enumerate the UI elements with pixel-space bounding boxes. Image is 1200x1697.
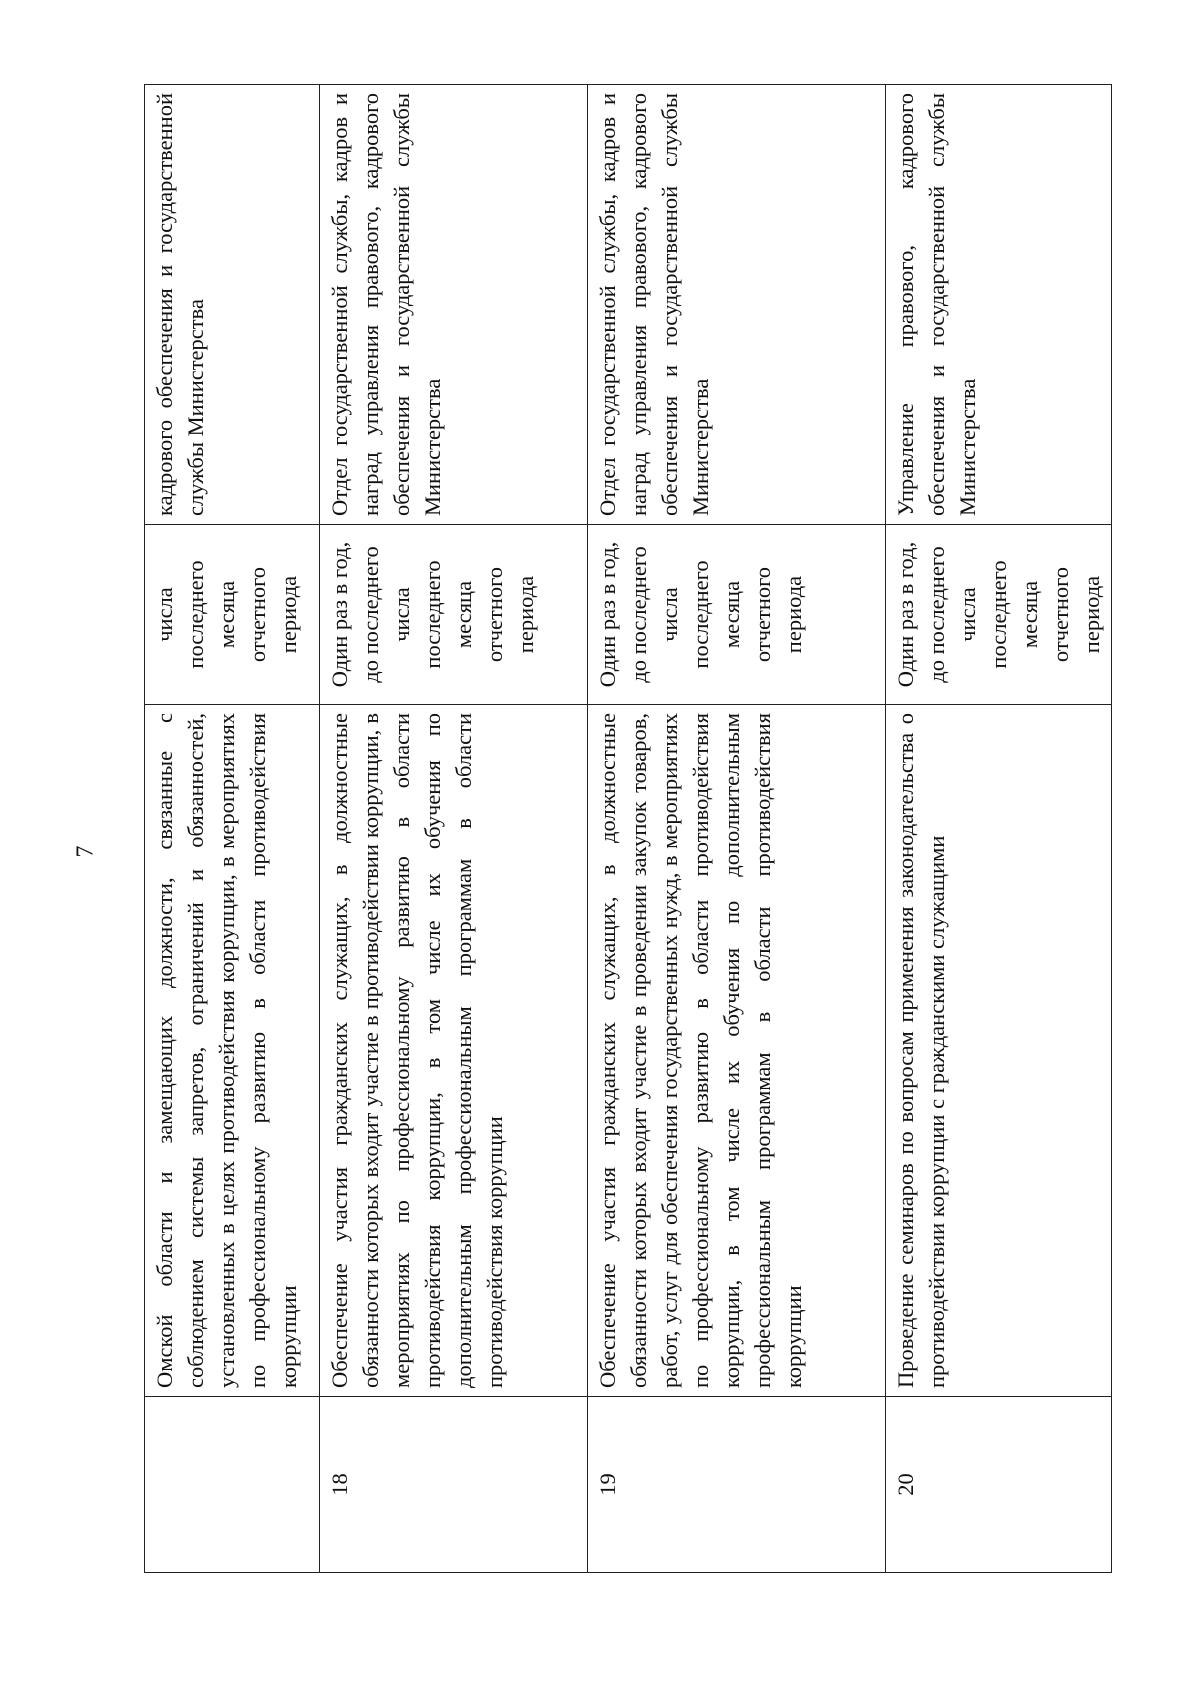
table-row bbox=[145, 85, 320, 1573]
measure-text: Обеспечение участия гражданских служащих, в должностные обязанности которых входит участие в противодействии коррупции, в мероприятиях по профессиональному развитию в области противодействия коррупции, в том числе их обучения по дополнительным профессиональным программам в области противодействия коррупции bbox=[320, 705, 588, 1397]
responsible-text: Управление правового, кадрового обеспечения и государственной службы Министерства bbox=[886, 85, 1112, 525]
deadline-text: Один раз в год, до последнего числа последнего месяца отчетного периода bbox=[886, 525, 1112, 705]
responsible-text: кадрового обеспечения и государственной службы Министерства bbox=[145, 85, 320, 525]
responsible-text: Отдел государственной службы, кадров и наград управления правового, кадрового обеспечения и государственной службы Министерства bbox=[320, 85, 588, 525]
measure-text: Проведение семинаров по вопросам применения законодательства о противодействии коррупции с гражданскими служащими bbox=[886, 705, 1112, 1397]
table-row bbox=[588, 85, 886, 1573]
row-number bbox=[145, 1397, 320, 1573]
table-row bbox=[320, 85, 588, 1573]
measures-table bbox=[144, 84, 1112, 1573]
responsible-text: Отдел государственной службы, кадров и наград управления правового, кадрового обеспечения и государственной службы Министерства bbox=[588, 85, 886, 525]
row-number: 19 bbox=[588, 1397, 886, 1573]
deadline-text: Один раз в год, до последнего числа последнего месяца отчетного периода bbox=[588, 525, 886, 705]
deadline-text: Один раз в год, до последнего числа последнего месяца отчетного периода bbox=[320, 525, 588, 705]
measures-table-wrapper bbox=[144, 85, 1104, 1573]
deadline-text: числа последнего месяца отчетного периода bbox=[145, 525, 320, 705]
page-number: 7 bbox=[72, 845, 99, 858]
measure-text: Обеспечение участия гражданских служащих, в должностные обязанности которых входит участие в проведении закупок товаров, работ, услуг для обеспечения государственных нужд, в мероприятиях по профессиональному развитию в области противодействия коррупции, в том числе их обучения по дополнительным профессиональным программам в области противодействия коррупции bbox=[588, 705, 886, 1397]
row-number: 20 bbox=[886, 1397, 1112, 1573]
table-row bbox=[886, 85, 1112, 1573]
row-number: 18 bbox=[320, 1397, 588, 1573]
measure-text: Омской области и замещающих должности, связанные с соблюдением системы запретов, ограничений и обязанностей, установленных в целях противодействия коррупции, в мероприятиях по профессиональному развитию в области противодействия коррупции bbox=[145, 705, 320, 1397]
